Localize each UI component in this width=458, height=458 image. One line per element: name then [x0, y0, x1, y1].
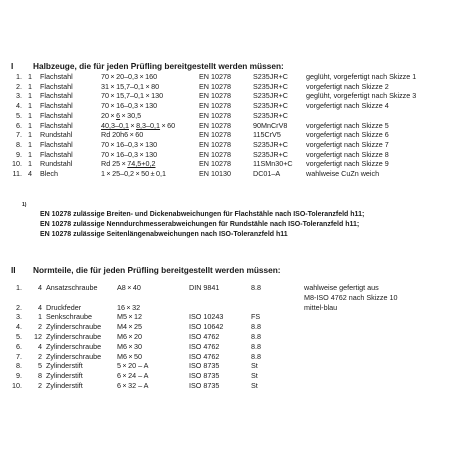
table-row: [0, 322, 458, 332]
table-row: [0, 361, 458, 371]
row-number: 6.: [16, 120, 22, 130]
footnote-text-2: EN 10278 zulässige Nenndurchmesserabweichungen für Rundstähle nach ISO-Toleranzfeld h11;: [40, 221, 360, 228]
row-grade: 8.8: [251, 351, 261, 361]
row-material: S235JR+C: [253, 81, 288, 91]
table-row: [0, 371, 458, 381]
row-material: S235JR+C: [253, 91, 288, 101]
row-name: Flachstahl: [40, 139, 73, 149]
table-row: [0, 169, 458, 179]
row-number: 9.: [16, 371, 22, 381]
row-name: Blech: [40, 169, 58, 178]
row-name: Druckfeder: [46, 302, 82, 312]
row-dimension: A8 × 40: [117, 283, 141, 292]
row-dimension: 31 × 15,7–0,1 × 80: [101, 81, 160, 91]
dimension-part: × 60: [160, 120, 176, 130]
table-row: [0, 111, 458, 121]
row-name: Flachstahl: [40, 120, 73, 130]
table-row: [0, 312, 458, 322]
row-dimension: 70 × 15,7–0,1 × 130: [101, 91, 164, 101]
row-quantity: 1: [38, 312, 42, 322]
row-standard: EN 10278: [199, 72, 231, 81]
row-number: 3.: [16, 312, 22, 322]
table-row: [0, 130, 458, 140]
row-material: S235JR+C: [253, 110, 288, 120]
row-quantity: 1: [28, 139, 32, 149]
row-quantity: 2: [38, 322, 42, 332]
row-quantity: 1: [28, 110, 32, 120]
row-note: wahlweise CuZn weich: [306, 169, 380, 178]
dimension-part: ×: [128, 120, 137, 130]
table-row: [0, 72, 458, 82]
row-grade: FS: [251, 312, 261, 322]
row-name: Senkschraube: [46, 312, 92, 322]
row-quantity: 8: [38, 371, 42, 381]
row-quantity: 1: [28, 91, 32, 101]
row-number: 4.: [16, 322, 22, 332]
row-number: 8.: [16, 139, 22, 149]
row-name: Zylinderschraube: [46, 332, 102, 341]
row-grade: St: [251, 361, 258, 371]
row-grade: St: [251, 371, 258, 381]
row-standard: EN 10130: [199, 169, 231, 178]
row-quantity: 2: [38, 381, 42, 390]
row-dimension: 6 × 24 – A: [117, 371, 149, 381]
row-material: DC01–A: [253, 169, 281, 178]
row-material: 90MnCrV8: [253, 120, 288, 130]
table-row: [0, 381, 458, 391]
row-standard: ISO 8735: [189, 371, 220, 381]
row-note: vorgefertigt nach Skizze 5: [306, 120, 389, 130]
row-quantity: 4: [38, 302, 42, 312]
row-dimension: M5 × 12: [117, 312, 143, 322]
row-name: Zylinderschraube: [46, 322, 102, 332]
row-material: S235JR+C: [253, 101, 288, 111]
row-quantity: 5: [38, 361, 42, 371]
row-number: 5.: [16, 110, 22, 120]
row-grade: 8.8: [251, 283, 261, 292]
row-grade: 8.8: [251, 341, 261, 351]
row-material: S235JR+C: [253, 72, 288, 81]
row-number: 9.: [16, 149, 22, 159]
row-name: Rundstahl: [40, 130, 73, 140]
row-number: 4.: [16, 101, 22, 111]
table-row: [0, 283, 458, 293]
dimension-part: 8,3–0,1: [136, 120, 161, 130]
row-number: 5.: [16, 332, 22, 341]
row-name: Zylinderschraube: [46, 351, 102, 361]
row-name: Flachstahl: [40, 72, 73, 81]
row-standard: ISO 4762: [189, 332, 220, 341]
row-standard: EN 10278: [199, 101, 231, 111]
row-name: Zylinderschraube: [46, 341, 102, 351]
table-row: [0, 342, 458, 352]
table-row: [0, 303, 458, 313]
row-dimension: 70 × 16–0,3 × 130: [101, 139, 158, 149]
row-name: Zylinderstift: [46, 371, 83, 381]
row-quantity: 4: [28, 169, 32, 178]
row-dimension: [101, 159, 155, 169]
row-dimension: M6 × 20: [117, 332, 143, 341]
row-name: Flachstahl: [40, 110, 73, 120]
dimension-part: 6: [116, 110, 121, 120]
row-quantity: 1: [28, 101, 32, 111]
footnote-marker: 1): [22, 202, 27, 208]
dimension-part: 40,3–0,1: [101, 120, 129, 130]
row-number: 11.: [12, 169, 22, 178]
row-standard: EN 10278: [199, 130, 231, 140]
row-number: 1.: [16, 72, 22, 81]
footnote-text-3: EN 10278 zulässige Seitenlängenabweichungen nach ISO-Toleranzfeld h11: [40, 231, 288, 238]
row-standard: ISO 4762: [189, 351, 220, 361]
row-note: geglüht, vorgefertigt nach Skizze 3: [306, 91, 417, 101]
table-row: [0, 352, 458, 362]
row-dimension: [101, 111, 141, 121]
footnote-line-1: [22, 200, 26, 213]
section-1-roman: I: [11, 61, 14, 71]
row-name: Ansatzschraube: [46, 283, 98, 292]
row-dimension: 70 × 16–0,3 × 130: [101, 149, 158, 159]
row-number: 10.: [12, 381, 22, 390]
row-quantity: 1: [28, 149, 32, 159]
row-number: 10.: [12, 159, 22, 169]
table-row: [0, 332, 458, 342]
row-standard: ISO 10642: [189, 322, 224, 332]
row-name: Zylinderstift: [46, 361, 83, 371]
row-number: 6.: [16, 341, 22, 351]
table-row: [0, 293, 458, 303]
row-quantity: 4: [38, 283, 42, 292]
dimension-part: Rd 25 ×: [101, 159, 128, 169]
row-name: Flachstahl: [40, 81, 73, 91]
row-dimension: [101, 121, 175, 131]
row-quantity: 1: [28, 81, 32, 91]
row-dimension: 16 × 32: [117, 302, 141, 312]
row-note: vorgefertigt nach Skizze 4: [306, 101, 389, 111]
table-row: [0, 91, 458, 101]
section-1-heading: [11, 61, 284, 71]
row-material: 115CrV5: [253, 130, 281, 140]
row-dimension: 70 × 16–0,3 × 130: [101, 101, 158, 111]
dimension-part: 74,5+0,2: [127, 159, 156, 169]
row-material: S235JR+C: [253, 139, 288, 149]
row-name: Flachstahl: [40, 149, 73, 159]
row-grade: St: [251, 381, 258, 390]
row-standard: EN 10278: [199, 120, 231, 130]
dimension-part: 20 ×: [101, 110, 117, 120]
row-note: vorgefertigt nach Skizze 2: [306, 81, 389, 91]
row-number: 2.: [16, 81, 22, 91]
row-name: Zylinderstift: [46, 381, 83, 390]
row-quantity: 1: [28, 130, 32, 140]
section-2-title: Normteile, die für jeden Prüfling bereitgestellt werden müssen:: [33, 265, 281, 275]
row-standard: EN 10278: [199, 91, 231, 101]
row-standard: EN 10278: [199, 149, 231, 159]
row-note: vorgefertigt nach Skizze 7: [306, 139, 389, 149]
row-dimension: M4 × 25: [117, 322, 143, 332]
row-number: 7.: [16, 130, 22, 140]
row-quantity: 1: [28, 72, 32, 81]
row-quantity: 2: [38, 351, 42, 361]
row-number: 1.: [16, 283, 22, 292]
row-name: Flachstahl: [40, 91, 73, 101]
row-grade: 8.8: [251, 332, 261, 341]
row-quantity: 4: [38, 341, 42, 351]
table-row: [0, 101, 458, 111]
row-dimension: M6 × 50: [117, 351, 143, 361]
row-standard: DIN 9841: [189, 283, 220, 292]
row-standard: ISO 10243: [189, 312, 224, 322]
table-row: [0, 150, 458, 160]
row-note: wahlweise gefertigt aus: [304, 283, 379, 292]
row-quantity: 1: [28, 159, 32, 169]
footnote-text-1: EN 10278 zulässige Breiten- und Dickenabweichungen für Flachstähle nach ISO-Toleranzfeld h11;: [40, 211, 365, 218]
row-standard: ISO 4762: [189, 341, 220, 351]
row-material: 11SMn30+C: [253, 159, 293, 169]
dimension-part: × 30,5: [120, 110, 142, 120]
row-dimension: Rd 20h6 × 60: [101, 130, 144, 140]
row-name: Flachstahl: [40, 101, 73, 111]
row-grade: 8.8: [251, 322, 261, 332]
section-2-heading: [11, 265, 281, 275]
table-row: [0, 82, 458, 92]
row-standard: EN 10278: [199, 110, 231, 120]
row-number: 8.: [16, 361, 22, 371]
row-dimension: 6 × 32 – A: [117, 381, 149, 390]
row-standard: ISO 8735: [189, 361, 220, 371]
table-row: [0, 140, 458, 150]
row-name: Rundstahl: [40, 159, 73, 169]
row-standard: EN 10278: [199, 139, 231, 149]
row-quantity: 12: [34, 332, 42, 341]
row-standard: EN 10278: [199, 81, 231, 91]
row-quantity: 1: [28, 120, 32, 130]
row-note: vorgefertigt nach Skizze 9: [306, 159, 389, 169]
row-note: M8-ISO 4762 nach Skizze 10: [304, 292, 398, 302]
table-row: [0, 159, 458, 169]
row-number: 3.: [16, 91, 22, 101]
row-material: S235JR+C: [253, 149, 288, 159]
section-1-title: Halbzeuge, die für jeden Prüfling bereitgestellt werden müssen:: [33, 61, 284, 71]
row-number: 7.: [16, 351, 22, 361]
row-note: vorgefertigt nach Skizze 8: [306, 149, 389, 159]
row-dimension: 70 × 20–0,3 × 160: [101, 72, 158, 81]
row-standard: EN 10278: [199, 159, 231, 169]
row-number: 2.: [16, 302, 22, 312]
row-standard: ISO 8735: [189, 381, 220, 390]
row-note: vorgefertigt nach Skizze 6: [306, 130, 389, 140]
row-note: mittel-blau: [304, 302, 338, 312]
row-dimension: M6 × 30: [117, 341, 143, 351]
row-note: geglüht, vorgefertigt nach Skizze 1: [306, 72, 417, 81]
row-dimension: 1 × 25–0,2 × 50 ± 0,1: [101, 169, 166, 178]
row-dimension: 5 × 20 – A: [117, 361, 149, 371]
table-row: [0, 121, 458, 131]
section-2-roman: II: [11, 265, 16, 275]
